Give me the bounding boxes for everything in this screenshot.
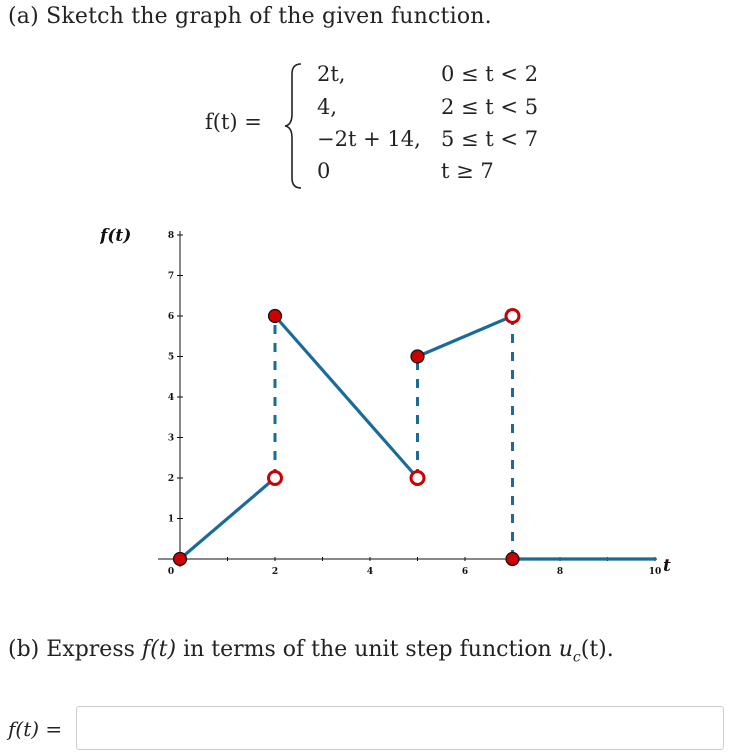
- closed-point: [411, 350, 424, 363]
- x-axis-label: t: [663, 556, 671, 576]
- case-expr-3: −2t + 14,: [317, 127, 421, 151]
- left-brace-icon: [283, 62, 303, 190]
- case-cond-3: 5 ≤ t < 7: [441, 127, 539, 151]
- closed-point: [506, 553, 519, 566]
- y-tick-label: 8: [167, 231, 175, 241]
- case-cond-1: 0 ≤ t < 2: [441, 62, 539, 86]
- answer-label: [8, 717, 62, 741]
- part-a-text: Sketch the graph of the given function.: [46, 4, 492, 29]
- answer-input[interactable]: [76, 706, 724, 750]
- y-tick-label: 3: [167, 433, 175, 444]
- graph-points: [174, 310, 520, 566]
- y-tick-label: 5: [167, 352, 175, 363]
- open-point: [411, 472, 424, 485]
- x-tick-label: 0: [167, 567, 175, 577]
- y-tick-label: 2: [167, 474, 175, 484]
- closed-point: [269, 310, 282, 323]
- y-tick-label: 1: [167, 514, 175, 525]
- y-tick-label: 4: [167, 393, 175, 403]
- x-tick-label: 4: [366, 567, 374, 577]
- case-cond-2: 2 ≤ t < 5: [441, 95, 539, 119]
- part-b-fn: f(t): [141, 637, 177, 662]
- case-expr-2: 4,: [317, 95, 338, 119]
- piecewise-definition: [205, 60, 565, 190]
- case-cond-4: t ≥ 7: [441, 159, 494, 183]
- part-b-arg: (t).: [580, 637, 614, 662]
- answer-label-text: f(t) =: [8, 717, 63, 741]
- x-tick-label: 10: [648, 567, 662, 577]
- graph-axes: [100, 226, 671, 577]
- case-expr-4: 0: [317, 159, 331, 183]
- graph-dashed-jumps: [275, 316, 513, 559]
- piecewise-lhs: f(t) =: [205, 110, 262, 134]
- x-tick-label: 2: [271, 567, 279, 577]
- part-b-question: [8, 637, 614, 665]
- open-point: [506, 310, 519, 323]
- x-tick-label: 8: [556, 567, 564, 577]
- part-b-prefix: (b) Express: [8, 637, 135, 662]
- part-a-question: [8, 4, 492, 29]
- x-tick-label: 6: [461, 567, 469, 577]
- y-tick-label: 6: [167, 312, 175, 322]
- part-a-prefix: (a): [8, 4, 39, 29]
- part-b-step-sub: c: [572, 649, 581, 666]
- graph-segment: [275, 316, 418, 478]
- function-graph: [100, 215, 700, 595]
- graph-segment: [180, 478, 275, 559]
- closed-point: [174, 553, 187, 566]
- y-axis-label: f(t): [100, 226, 132, 246]
- y-tick-label: 7: [167, 271, 175, 282]
- part-b-mid: in terms of the unit step function: [183, 637, 552, 662]
- graph-segment: [418, 316, 513, 357]
- open-point: [269, 472, 282, 485]
- case-expr-1: 2t,: [317, 62, 346, 86]
- part-b-step: u: [558, 637, 573, 662]
